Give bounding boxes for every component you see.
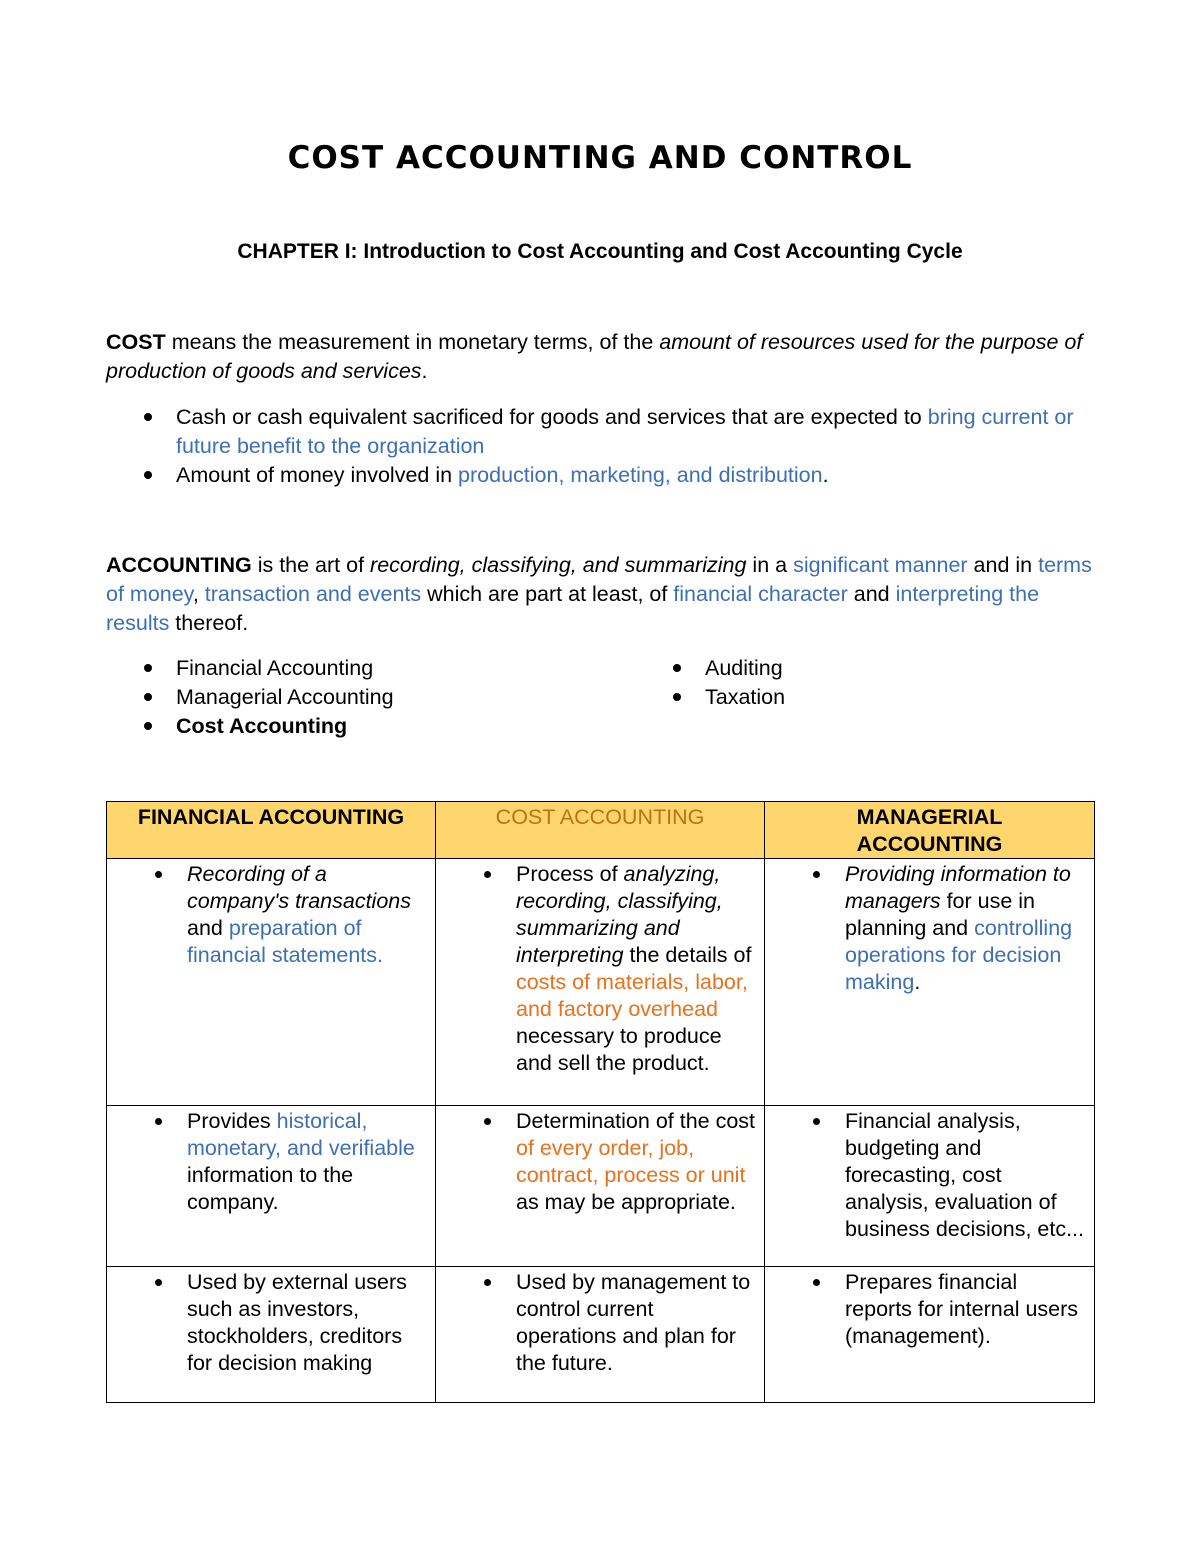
table-cell: Prepares financial reports for internal users (management).: [765, 1267, 1095, 1403]
table-cell: Process of analyzing, recording, classifying, summarizing and interpreting the details of costs of materials, labor, and factory overhead necessary to produce and sell the product.: [436, 859, 765, 1106]
accounting-term: ACCOUNTING: [106, 553, 252, 577]
list-item: Taxation: [635, 683, 1035, 712]
header-managerial-accounting: MANAGERIAL ACCOUNTING: [765, 802, 1095, 859]
table-header-row: [107, 802, 1095, 859]
table-cell: Used by external users such as investors, stockholders, creditors for decision making: [107, 1267, 436, 1403]
chapter-heading: CHAPTER I: Introduction to Cost Accounting and Cost Accounting Cycle: [237, 240, 963, 263]
cost-bullet-list: [106, 403, 1086, 490]
accounting-branches-right: [635, 654, 1035, 712]
table-cell: Determination of the cost of every order, job, contract, process or unit as may be appropriate.: [436, 1106, 765, 1267]
header-cost-accounting: COST ACCOUNTING: [436, 802, 765, 859]
list-item: Amount of money involved in production, marketing, and distribution.: [106, 461, 1086, 490]
table-cell: Used by management to control current operations and plan for the future.: [436, 1267, 765, 1403]
table-cell: Recording of a company's transactions and preparation of financial statements.: [107, 859, 436, 1106]
table-row: [107, 1267, 1095, 1403]
list-item: Auditing: [635, 654, 1035, 683]
document-title: COST ACCOUNTING AND CONTROL: [287, 140, 913, 176]
list-item: Cash or cash equivalent sacrificed for goods and services that are expected to bring current or future benefit to the organization: [106, 403, 1086, 461]
accounting-definition: ACCOUNTING is the art of recording, classifying, and summarizing in a significant manner and in terms of money, transaction and events which are part at least, of financial character and interpreting the results thereof.: [106, 553, 1092, 635]
list-item: Cost Accounting: [106, 712, 606, 741]
table-cell: Provides historical, monetary, and verifiable information to the company.: [107, 1106, 436, 1267]
list-item: Financial Accounting: [106, 654, 606, 683]
header-financial-accounting: FINANCIAL ACCOUNTING: [107, 802, 436, 859]
table-cell: Providing information to managers for use in planning and controlling operations for decision making.: [765, 859, 1095, 1106]
table-row: [107, 1106, 1095, 1267]
cost-definition: COST means the measurement in monetary terms, of the amount of resources used for the purpose of production of goods and services.: [106, 330, 1083, 383]
list-item: Managerial Accounting: [106, 683, 606, 712]
comparison-table: [106, 801, 1095, 1403]
accounting-branches-left: [106, 654, 606, 741]
cost-term: COST: [106, 330, 166, 354]
table-cell: Financial analysis, budgeting and forecasting, cost analysis, evaluation of business decisions, etc...: [765, 1106, 1095, 1267]
table-row: [107, 859, 1095, 1106]
